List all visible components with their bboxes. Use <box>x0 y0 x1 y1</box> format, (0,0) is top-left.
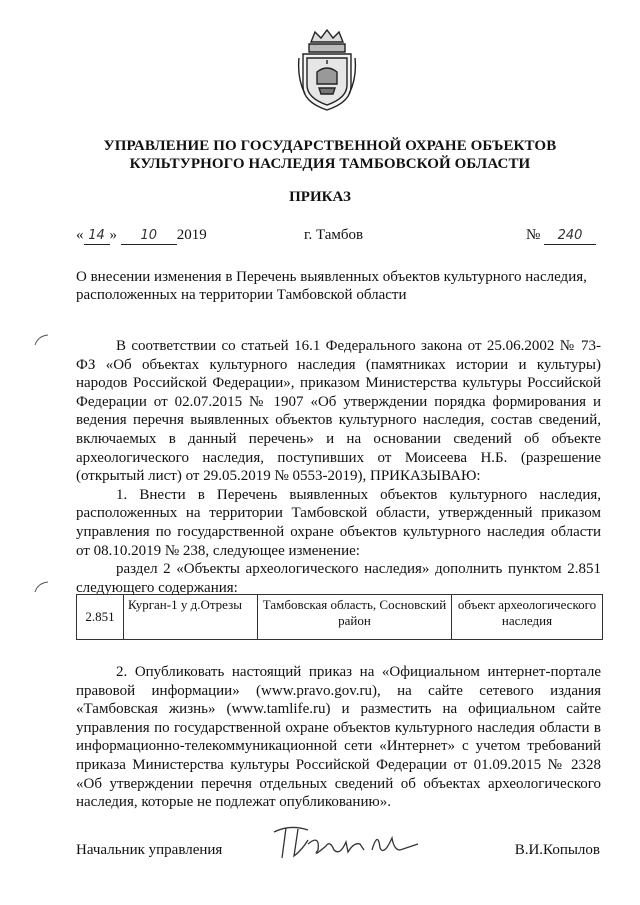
paragraph-basis: В соответствии со статьей 16.1 Федерального закона от 25.06.2002 № 73-ФЗ «Об объектах культурного наследия (памятниках истории и культуры) народов Российской Федерации», приказом Министерства культуры Российской Федерации от 02.07.2015 № 1907 «Об утверждении порядка формирования и ведения перечня выявленных объектов культурного наследия, состав сведений, включаемых в данный перечень» и на основании сведений об объекте археологического наследия, поступивших от Моисеева Н.Б. (разрешение (открытый лист) от 29.05.2019 № 0553-2019), ПРИКАЗЫВАЮ: <box>76 338 601 485</box>
signer-position: Начальник управления <box>76 842 223 858</box>
coat-of-arms-icon <box>297 28 357 112</box>
date-year: 2019 <box>176 227 207 243</box>
order-body <box>76 337 601 597</box>
city: г. Тамбов <box>304 227 364 243</box>
organization-name <box>60 137 600 173</box>
objects-table <box>76 594 603 640</box>
order-date: « 14 » 10 2019 <box>76 227 207 243</box>
order-number-value: 240 <box>544 228 596 245</box>
paragraph-section: раздел 2 «Объекты археологического наследия» дополнить пунктом 2.851 следующего содержания: <box>76 561 601 596</box>
order-number: № 240 <box>526 227 596 245</box>
date-month: 10 <box>121 228 177 245</box>
order-body-continued <box>76 663 601 812</box>
signer-name: В.И.Копылов <box>514 842 600 858</box>
date-day: 14 <box>84 228 110 245</box>
margin-mark-icon <box>32 333 50 347</box>
cell-location: Тамбовская область, Сосновский район <box>258 595 452 640</box>
margin-mark-icon <box>32 580 50 594</box>
order-subject: О внесении изменения в Перечень выявленных объектов культурного наследия, расположенных на территории Тамбовской области <box>76 269 587 303</box>
cell-number: 2.851 <box>77 595 124 640</box>
dateline <box>76 227 596 247</box>
paragraph-item-2: 2. Опубликовать настоящий приказ на «Официальном интернет-портале правовой информации» (www.pravo.gov.ru), на сайте сетевого издания «Тамбовская жизнь» (www.tamlife.ru) и разместить на официальном сайте управления по государственной охране объектов культурного наследия области в информационно-телекоммуникационной сети «Интернет» с учетом требований приказа Министерства культуры Российской Федерации от 01.09.2015 № 2328 «Об утверждении перечня отдельных сведений об объектах археологического наследия, которые не подлежат опубликованию». <box>76 664 601 811</box>
paragraph-item-1: 1. Внести в Перечень выявленных объектов культурного наследия, расположенных на территории Тамбовской области, утвержденный приказом управления по государственной охране объектов культурного наследия области от 08.10.2019 № 238, следующее изменение: <box>76 486 601 559</box>
handwritten-signature <box>268 820 428 864</box>
cell-type: объект археологического наследия <box>452 595 603 640</box>
org-line-2: КУЛЬТУРНОГО НАСЛЕДИЯ ТАМБОВСКОЙ ОБЛАСТИ <box>129 156 531 172</box>
org-line-1: УПРАВЛЕНИЕ ПО ГОСУДАРСТВЕННОЙ ОХРАНЕ ОБЪЕКТОВ <box>103 138 557 154</box>
table-row <box>77 595 603 640</box>
cell-name: Курган-1 у д.Отрезы <box>124 595 258 640</box>
document-type: ПРИКАЗ <box>289 189 351 205</box>
